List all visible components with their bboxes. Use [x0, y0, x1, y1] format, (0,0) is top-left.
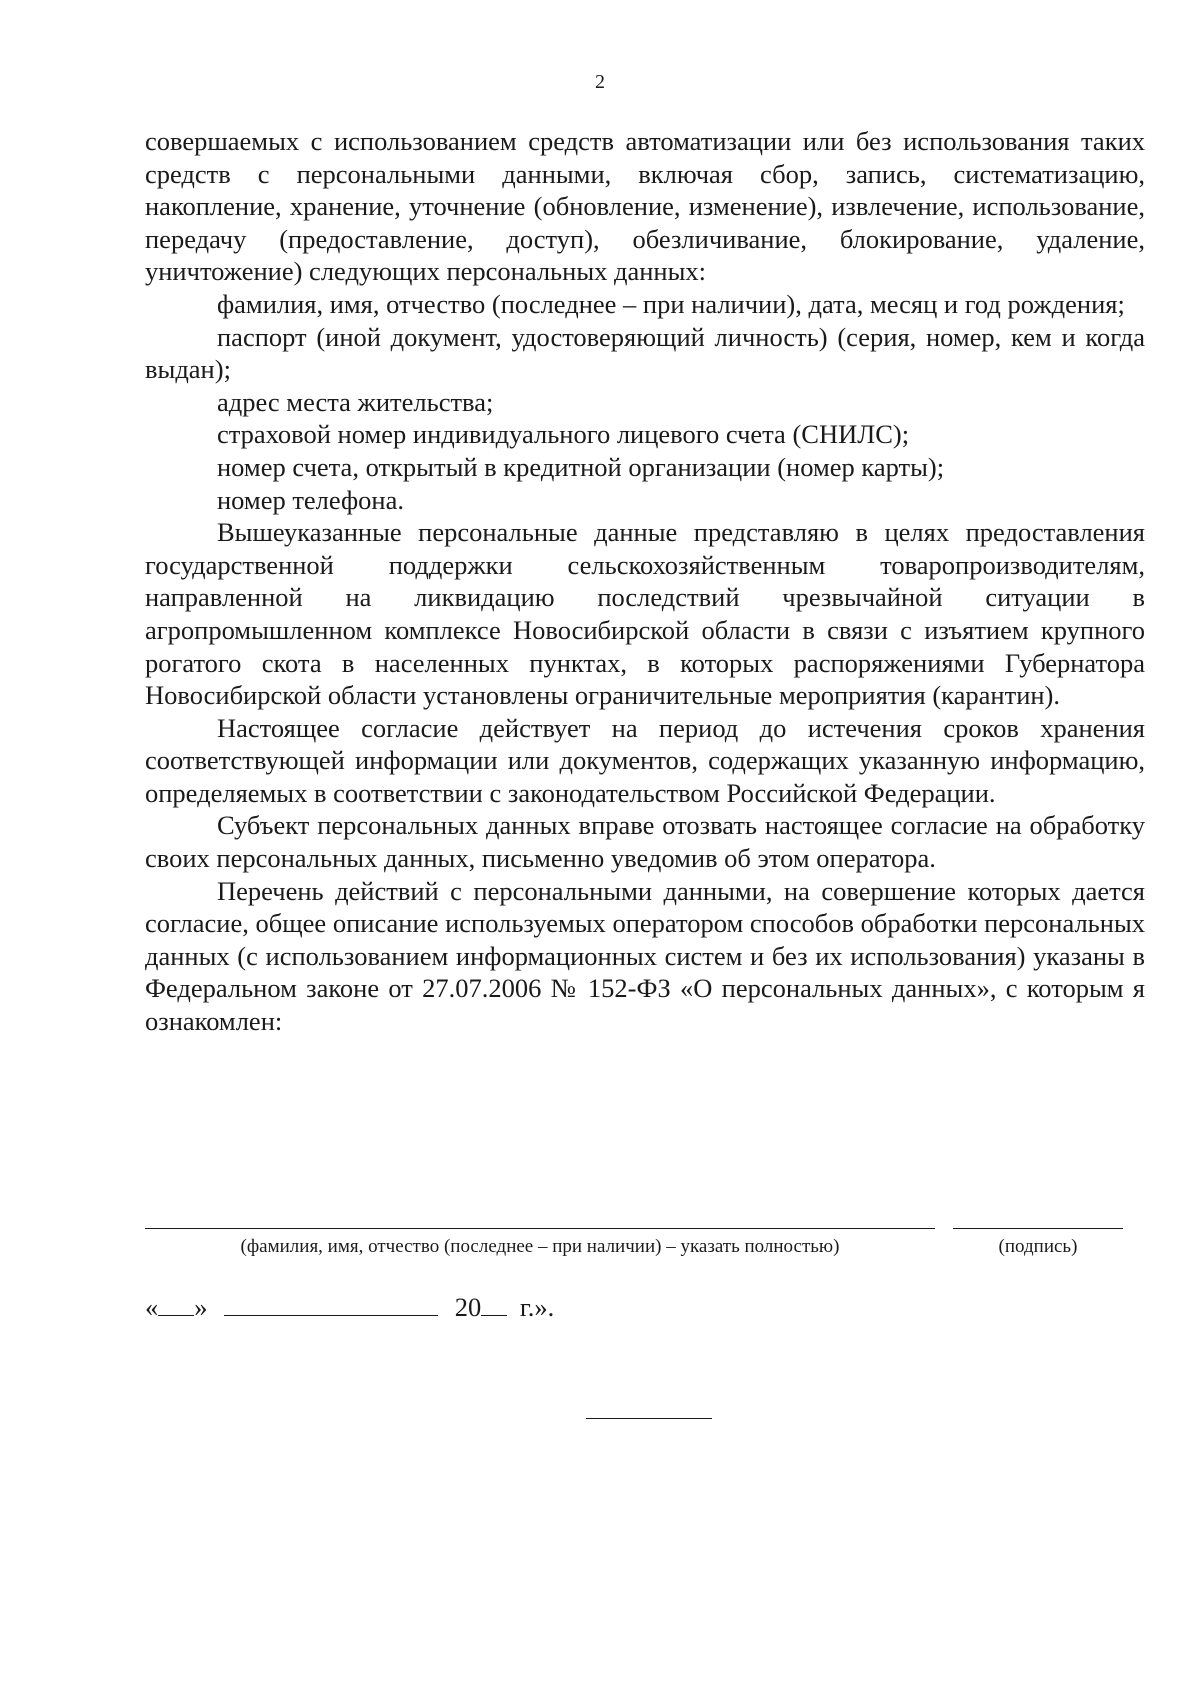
year-prefix: 20	[454, 1292, 482, 1322]
signature-caption: (подпись)	[998, 1236, 1078, 1257]
date-close-quote: »	[194, 1292, 208, 1322]
date-open-quote: «	[145, 1292, 159, 1322]
page-number: 2	[595, 71, 605, 93]
paragraph-bank-account: номер счета, открытый в кредитной организации (номер карты);	[217, 451, 945, 482]
date-line	[145, 1289, 554, 1323]
paragraph-law-reference: Перечень действий с персональными данными, на совершение которых дается согласие, общее описание используемых оператором способов обработки персональных данных (с использованием информационных систем и без их использования) указаны в Федеральном законе от 27.07.2006 № 152-ФЗ «О персональных данных», с которым я ознакомлен:	[145, 875, 1145, 1037]
document-body	[145, 125, 1145, 1038]
paragraph-snils: страховой номер индивидуального лицевого счета (СНИЛС);	[217, 419, 910, 450]
day-blank	[158, 1289, 194, 1316]
month-blank	[224, 1289, 438, 1316]
signature-line	[953, 1228, 1123, 1229]
name-caption: (фамилия, имя, отчество (последнее – при наличии) – указать полностью)	[240, 1236, 840, 1257]
year-suffix: г.».	[519, 1292, 555, 1322]
document-end-line	[586, 1418, 712, 1419]
name-signature-line	[145, 1228, 935, 1229]
paragraph-processing-actions: совершаемых с использованием средств автоматизации или без использования таких средств с персональными данными, включая сбор, запись, систематизацию, накопление, хранение, уточнение (обновление, изменение), извлечение, использование, передачу (предоставление, доступ), обезличивание, блокирование, удаление, уничтожение) следующих персональных данных:	[145, 126, 1145, 287]
paragraph-validity: Настоящее согласие действует на период до истечения сроков хранения соответствующей информации или документов, содержащих указанную информацию, определяемых в соответствии с законодательством Российской Федерации.	[145, 712, 1145, 808]
paragraph-revocation: Субъект персональных данных вправе отозвать настоящее согласие на обработку своих персональных данных, письменно уведомив об этом оператора.	[145, 810, 1145, 874]
paragraph-purpose: Вышеуказанные персональные данные представляю в целях предоставления государственной поддержки сельскохозяйственным товаропроизводителям, направленной на ликвидацию последствий чрезвычайной ситуации в агропромышленном комплексе Новосибирской области в связи с изъятием крупного рогатого скота в населенных пунктах, в которых распоряжениями Губернатора Новосибирской области установлены ограничительные мероприятия (карантин).	[145, 517, 1145, 711]
paragraph-address: адрес места жительства;	[217, 386, 494, 417]
paragraph-passport: паспорт (иной документ, удостоверяющий личность) (серия, номер, кем и когда выдан);	[145, 321, 1145, 385]
year-blank	[481, 1289, 507, 1316]
paragraph-full-name-birth: фамилия, имя, отчество (последнее – при наличии), дата, месяц и год рождения;	[217, 288, 1125, 319]
paragraph-phone: номер телефона.	[217, 484, 404, 515]
